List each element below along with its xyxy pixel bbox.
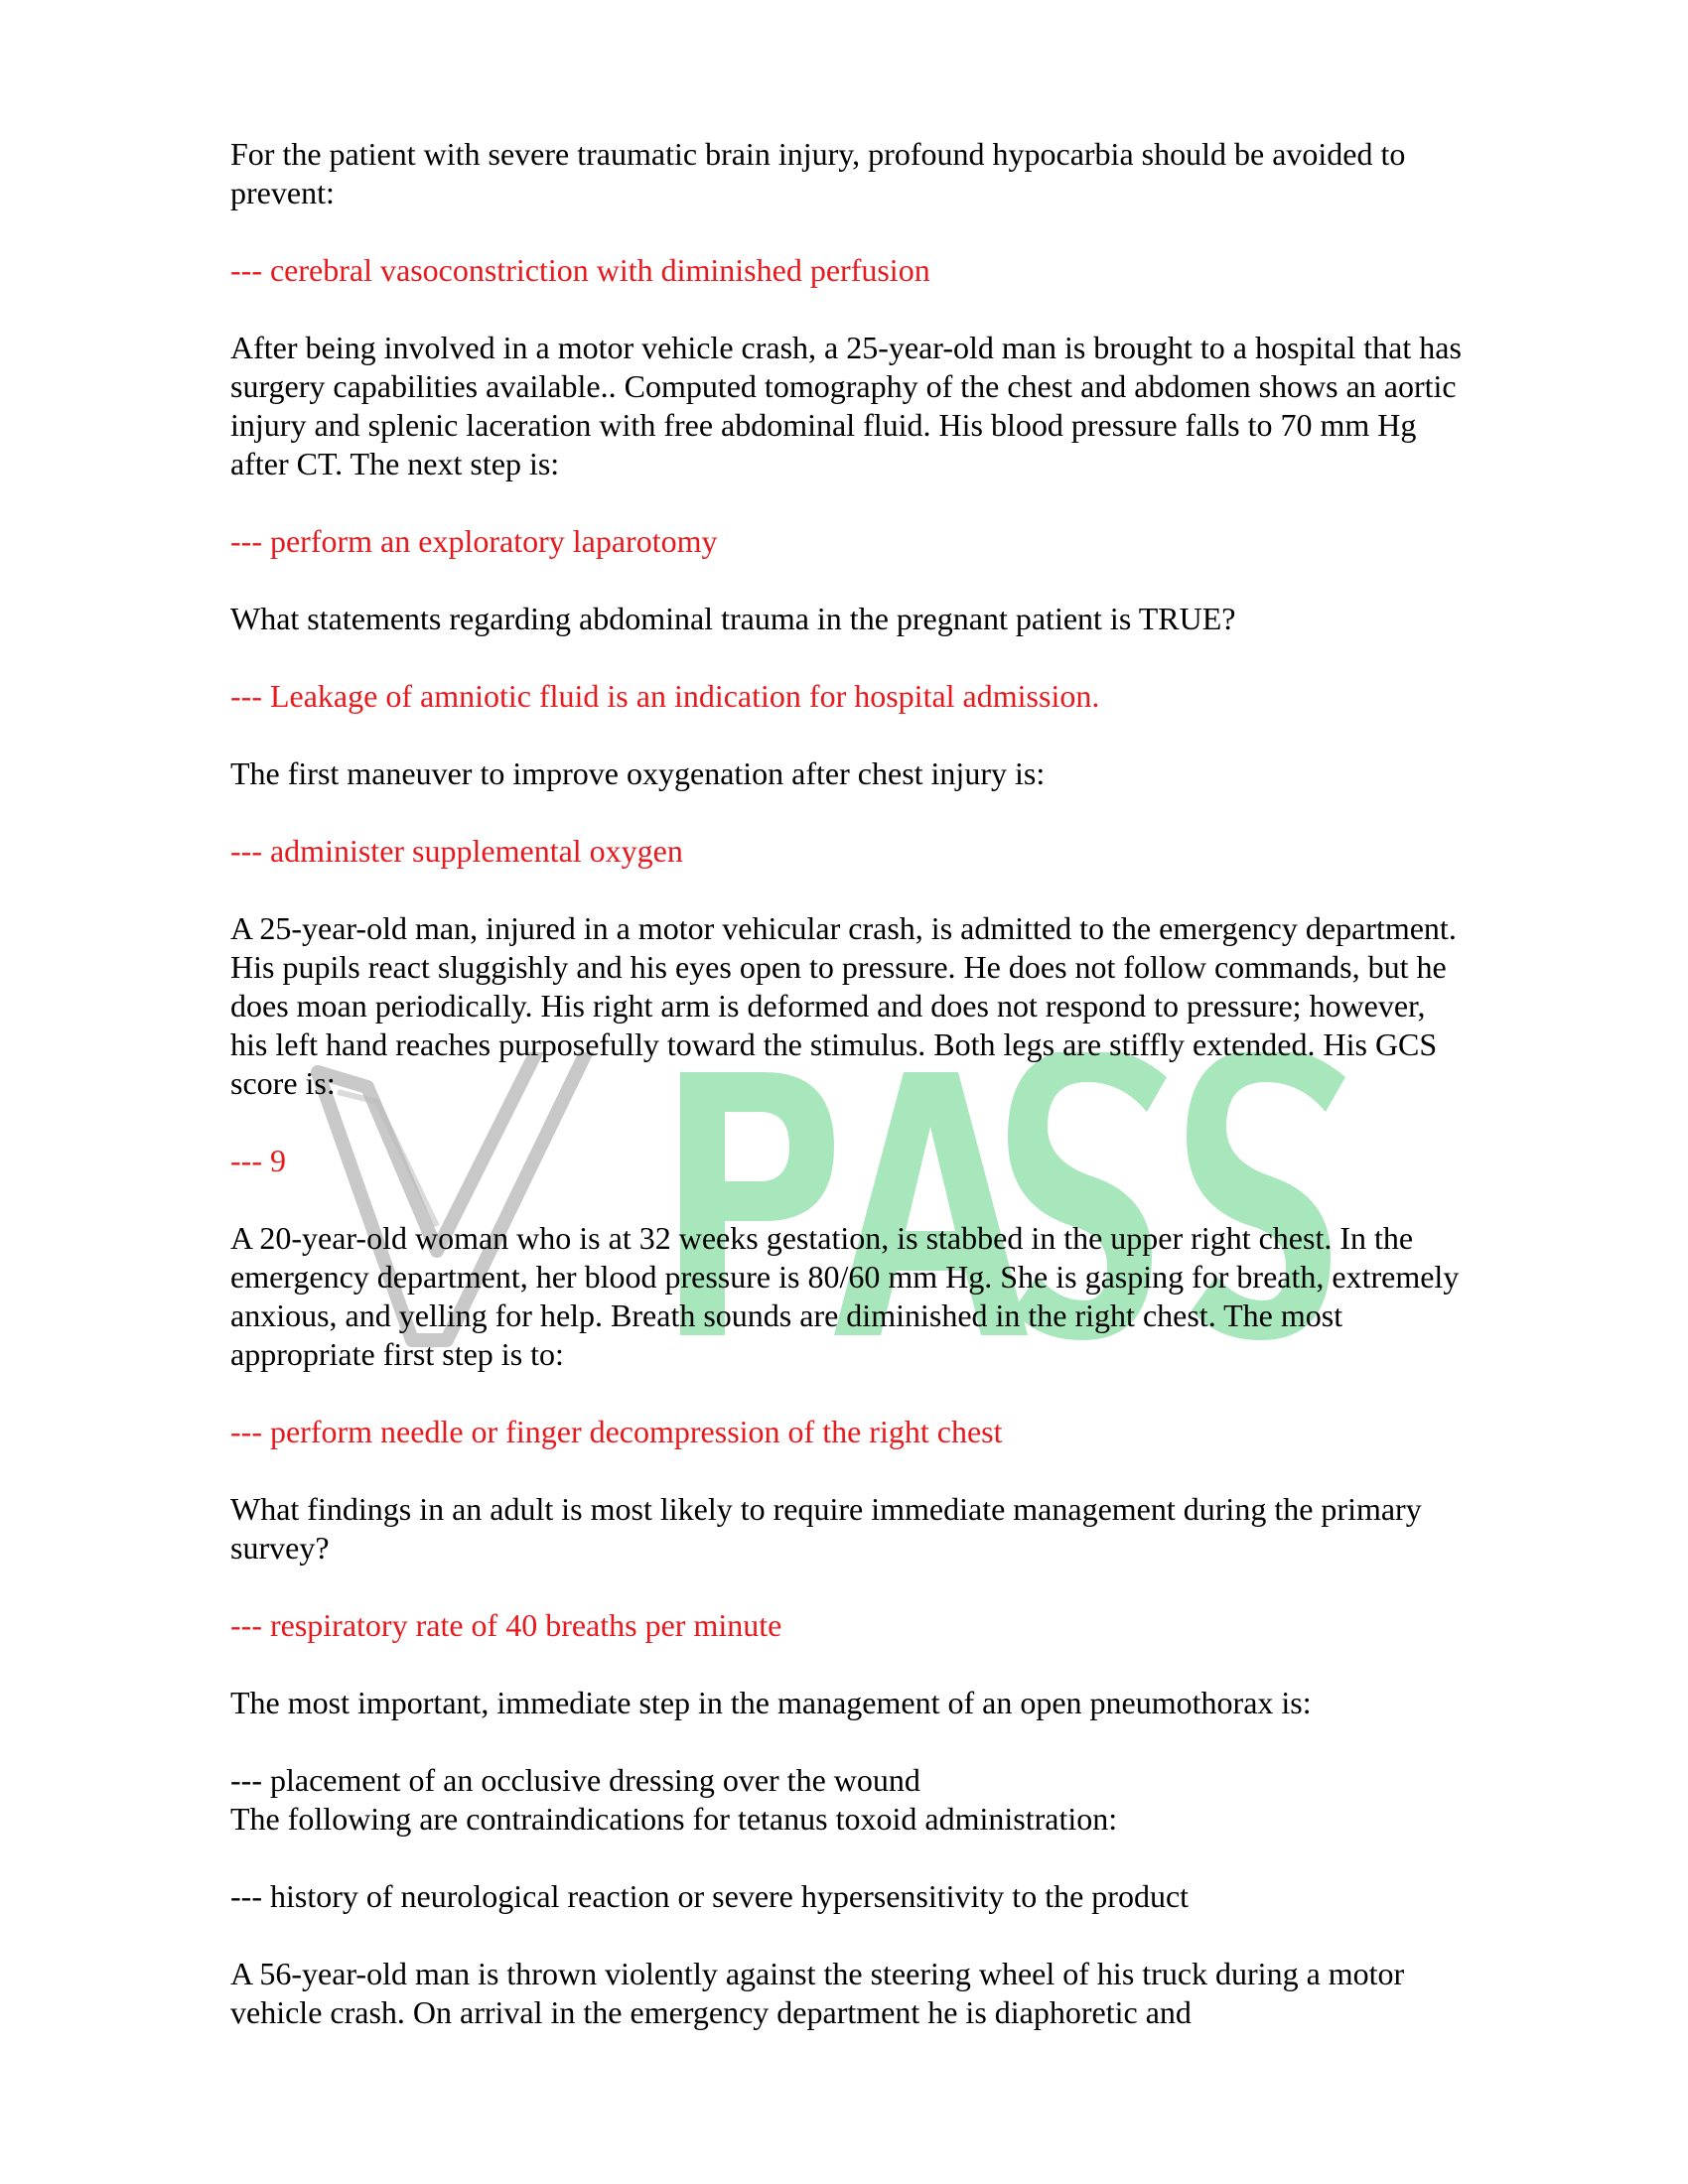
answer-1: --- cerebral vasoconstriction with diminished perfusion [230, 252, 930, 288]
question-6: A 20-year-old woman who is at 32 weeks gestation, is stabbed in the upper right chest. In the emergency department, her blood pressure is 80/60 mm Hg. She is gasping for breath, extremely anxious, and yelling for help. Breath sounds are diminished in the right chest. The most appropriate first step is to: [230, 1220, 1460, 1372]
answer-4: --- administer supplemental oxygen [230, 833, 683, 869]
question-9: The following are contraindications for tetanus toxoid administration: [230, 1801, 1118, 1837]
question-4: The first maneuver to improve oxygenation after chest injury is: [230, 755, 1046, 791]
answer-7: --- respiratory rate of 40 breaths per minute [230, 1607, 782, 1643]
question-3: What statements regarding abdominal trauma in the pregnant patient is TRUE? [230, 601, 1236, 636]
question-10: A 56-year-old man is thrown violently against the steering wheel of his truck during a motor vehicle crash. On arrival in the emergency department he is diaphoretic and [230, 1956, 1405, 2030]
answer-9: --- history of neurological reaction or severe hypersensitivity to the product [230, 1878, 1190, 1914]
question-7: What findings in an adult is most likely to require immediate management during the primary survey? [230, 1491, 1422, 1566]
question-8: The most important, immediate step in the management of an open pneumothorax is: [230, 1685, 1312, 1720]
answer-5: --- 9 [230, 1143, 286, 1178]
question-2: After being involved in a motor vehicle crash, a 25-year-old man is brought to a hospital that has surgery capabilities available.. Computed tomography of the chest and abdomen shows an aortic injury and splenic laceration with free abdominal fluid. His blood pressure falls to 70 mm Hg after CT. The next step is: [230, 330, 1462, 481]
answer-3: --- Leakage of amniotic fluid is an indication for hospital admission. [230, 678, 1100, 714]
document-body [230, 135, 1462, 2071]
answer-8: --- placement of an occlusive dressing over the wound [230, 1762, 920, 1798]
question-5: A 25-year-old man, injured in a motor vehicular crash, is admitted to the emergency department. His pupils react sluggishly and his eyes open to pressure. He does not follow commands, but he does moan periodically. His right arm is deformed and does not respond to pressure; however, his left hand reaches purposefully toward the stimulus. Both legs are stiffly extended. His GCS score is: [230, 910, 1457, 1101]
question-1: For the patient with severe traumatic brain injury, profound hypocarbia should be avoided to prevent: [230, 136, 1406, 210]
answer-2: --- perform an exploratory laparotomy [230, 523, 718, 559]
answer-6: --- perform needle or finger decompression of the right chest [230, 1414, 1003, 1449]
